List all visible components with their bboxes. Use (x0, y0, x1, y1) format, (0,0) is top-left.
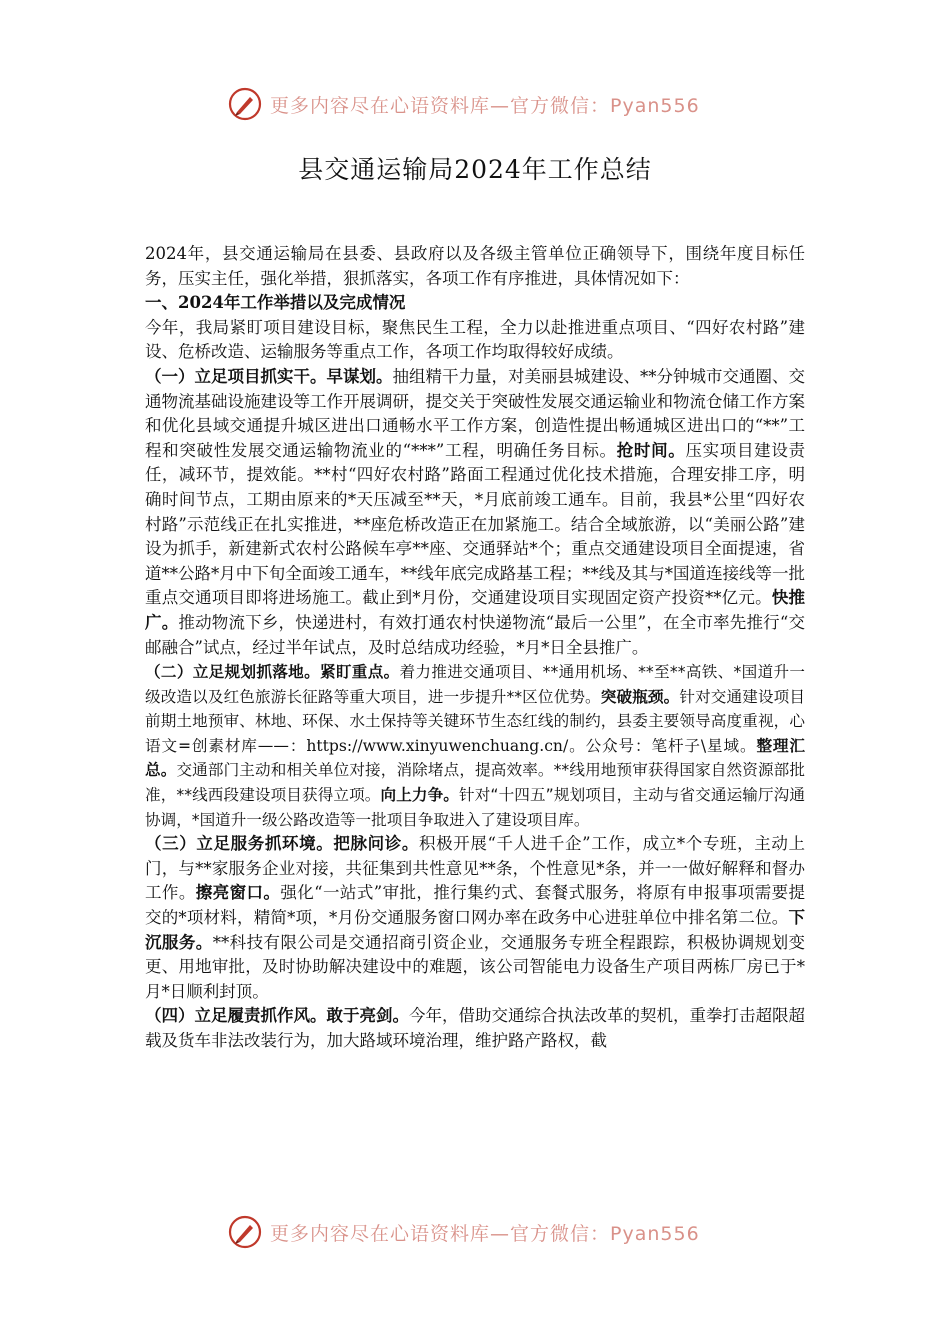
watermark-text: 更多内容尽在心语资料库—官方微信：Pyan556 (270, 1222, 700, 1245)
paragraph-lead: （一）立足项目抓实干。早谋划。 (145, 366, 393, 386)
intro-paragraph: 2024年，县交通运输局在县委、县政府以及各级主管单位正确领导下，围绕年度目标任务，压实主任，强化举措，狠抓落实，各项工作有序推进，具体情况如下： (145, 244, 805, 288)
watermark-banner-bottom (228, 1212, 748, 1252)
paragraph-project: （一）立足项目抓实干。早谋划。抽组精干力量，对美丽县城建设、**分钟城市交通圈、交通物流基础设施建设等工作开展调研，提交关于突破性发展交通运输业和物流仓储工作方案和优化县域交通提升城区进出口通畅水平工作方案，创造性提出畅通城区进出口的“**”工程和突破性发展交通运输物流业的“***”工程，明确任务目标。抢时间。压实项目建设责任，减环节，提效能。**村“四好农村路”路面工程通过优化技术措施，合理安排工序，明确时间节点，工期由原来的*天压减至**天，*月底前竣工通车。目前，我县*公里“四好农村路”示范线正在扎实推进，**座危桥改造正在加紧施工。结合全域旅游，以“美丽公路”建设为抓手，新建新式农村公路候车亭**座、交通驿站*个；重点交通建设项目全面提速，省道**公路*月中下旬全面竣工通车，**线年底完成路基工程；**线及其与*国道连接线等一批重点交通项目即将进场施工。截止到*月份，交通建设项目实现固定资产投资**亿元。快推广。推动物流下乡，快递进村，有效打通农村快递物流“最后一公里”，在全市率先推行“交邮融合”试点，经过半年试点，及时总结成功经验，*月*日全县推广。 (145, 366, 806, 657)
pen-logo-icon (228, 1215, 262, 1249)
watermark-banner-top (228, 84, 748, 124)
paragraph-lead: （二）立足规划抓落地。紧盯重点。 (145, 663, 400, 682)
paragraph-lead: （四）立足履责抓作风。敢于亮剑。 (145, 1006, 409, 1026)
section-heading: 一、2024年工作举措以及完成情况 (145, 293, 406, 313)
paragraph-service: （三）立足服务抓环境。把脉问诊。积极开展“千人进千企”工作，成立*个专班，主动上门，与**家服务企业对接，共征集到共性意见**条，个性意见*条，并一一做好解释和督办工作。擦亮窗口。强化“一站式”审批，推行集约式、套餐式服务，将原有申报事项需要提交的*项材料，精简*项，*月份交通服务窗口网办率在政务中心进驻单位中排名第二位。下沉服务。**科技有限公司是交通招商引资企业，交通服务专班全程跟踪，积极协调规划变更、用地审批，及时协助解决建设中的难题，该公司智能电力设备生产项目两栋厂房已于*月*日顺利封顶。 (145, 834, 806, 1001)
document-body (145, 242, 805, 1054)
pen-logo-icon (228, 87, 262, 121)
section-intro-paragraph: 今年，我局紧盯项目建设目标，聚焦民生工程，全力以赴推进重点项目、“四好农村路”建设、危桥改造、运输服务等重点工作，各项工作均取得较好成绩。 (145, 317, 805, 362)
source-url-link[interactable]: https://www.xinyuwenchuang.cn/ (306, 736, 569, 755)
watermark-text: 更多内容尽在心语资料库—官方微信：Pyan556 (270, 94, 700, 117)
page-title: 县交通运输局2024年工作总结 (298, 155, 652, 184)
paragraph-duty: （四）立足履责抓作风。敢于亮剑。今年，借助交通综合执法改革的契机，重拳打击超限超载及货车非法改装行为，加大路域环境治理，维护路产路权，截 (145, 1006, 805, 1050)
paragraph-planning: （二）立足规划抓落地。紧盯重点。着力推进交通项目、**通用机场、**至**高铁、*国道升一级改造以及红色旅游长征路等重大项目，进一步提升**区位优势。突破瓶颈。针对交通建设项目前期土地预审、林地、环保、水土保持等关键环节生态红线的制约，县委主要领导高度重视，心语文=创素材库——：https://www.xinyuwenchuang.cn/。公众号：笔杆子\星域。整理汇总。交通部门主动和相关单位对接，消除堵点，提高效率。**线用地预审获得国家自然资源部批准，**线西段建设项目获得立项。向上力争。针对“十四五”规划项目，主动与省交通运输厅沟通协调，*国道升一级公路改造等一批项目争取进入了建设项目库。 (145, 663, 805, 829)
paragraph-lead: （三）立足服务抓环境。把脉问诊。 (145, 834, 419, 854)
